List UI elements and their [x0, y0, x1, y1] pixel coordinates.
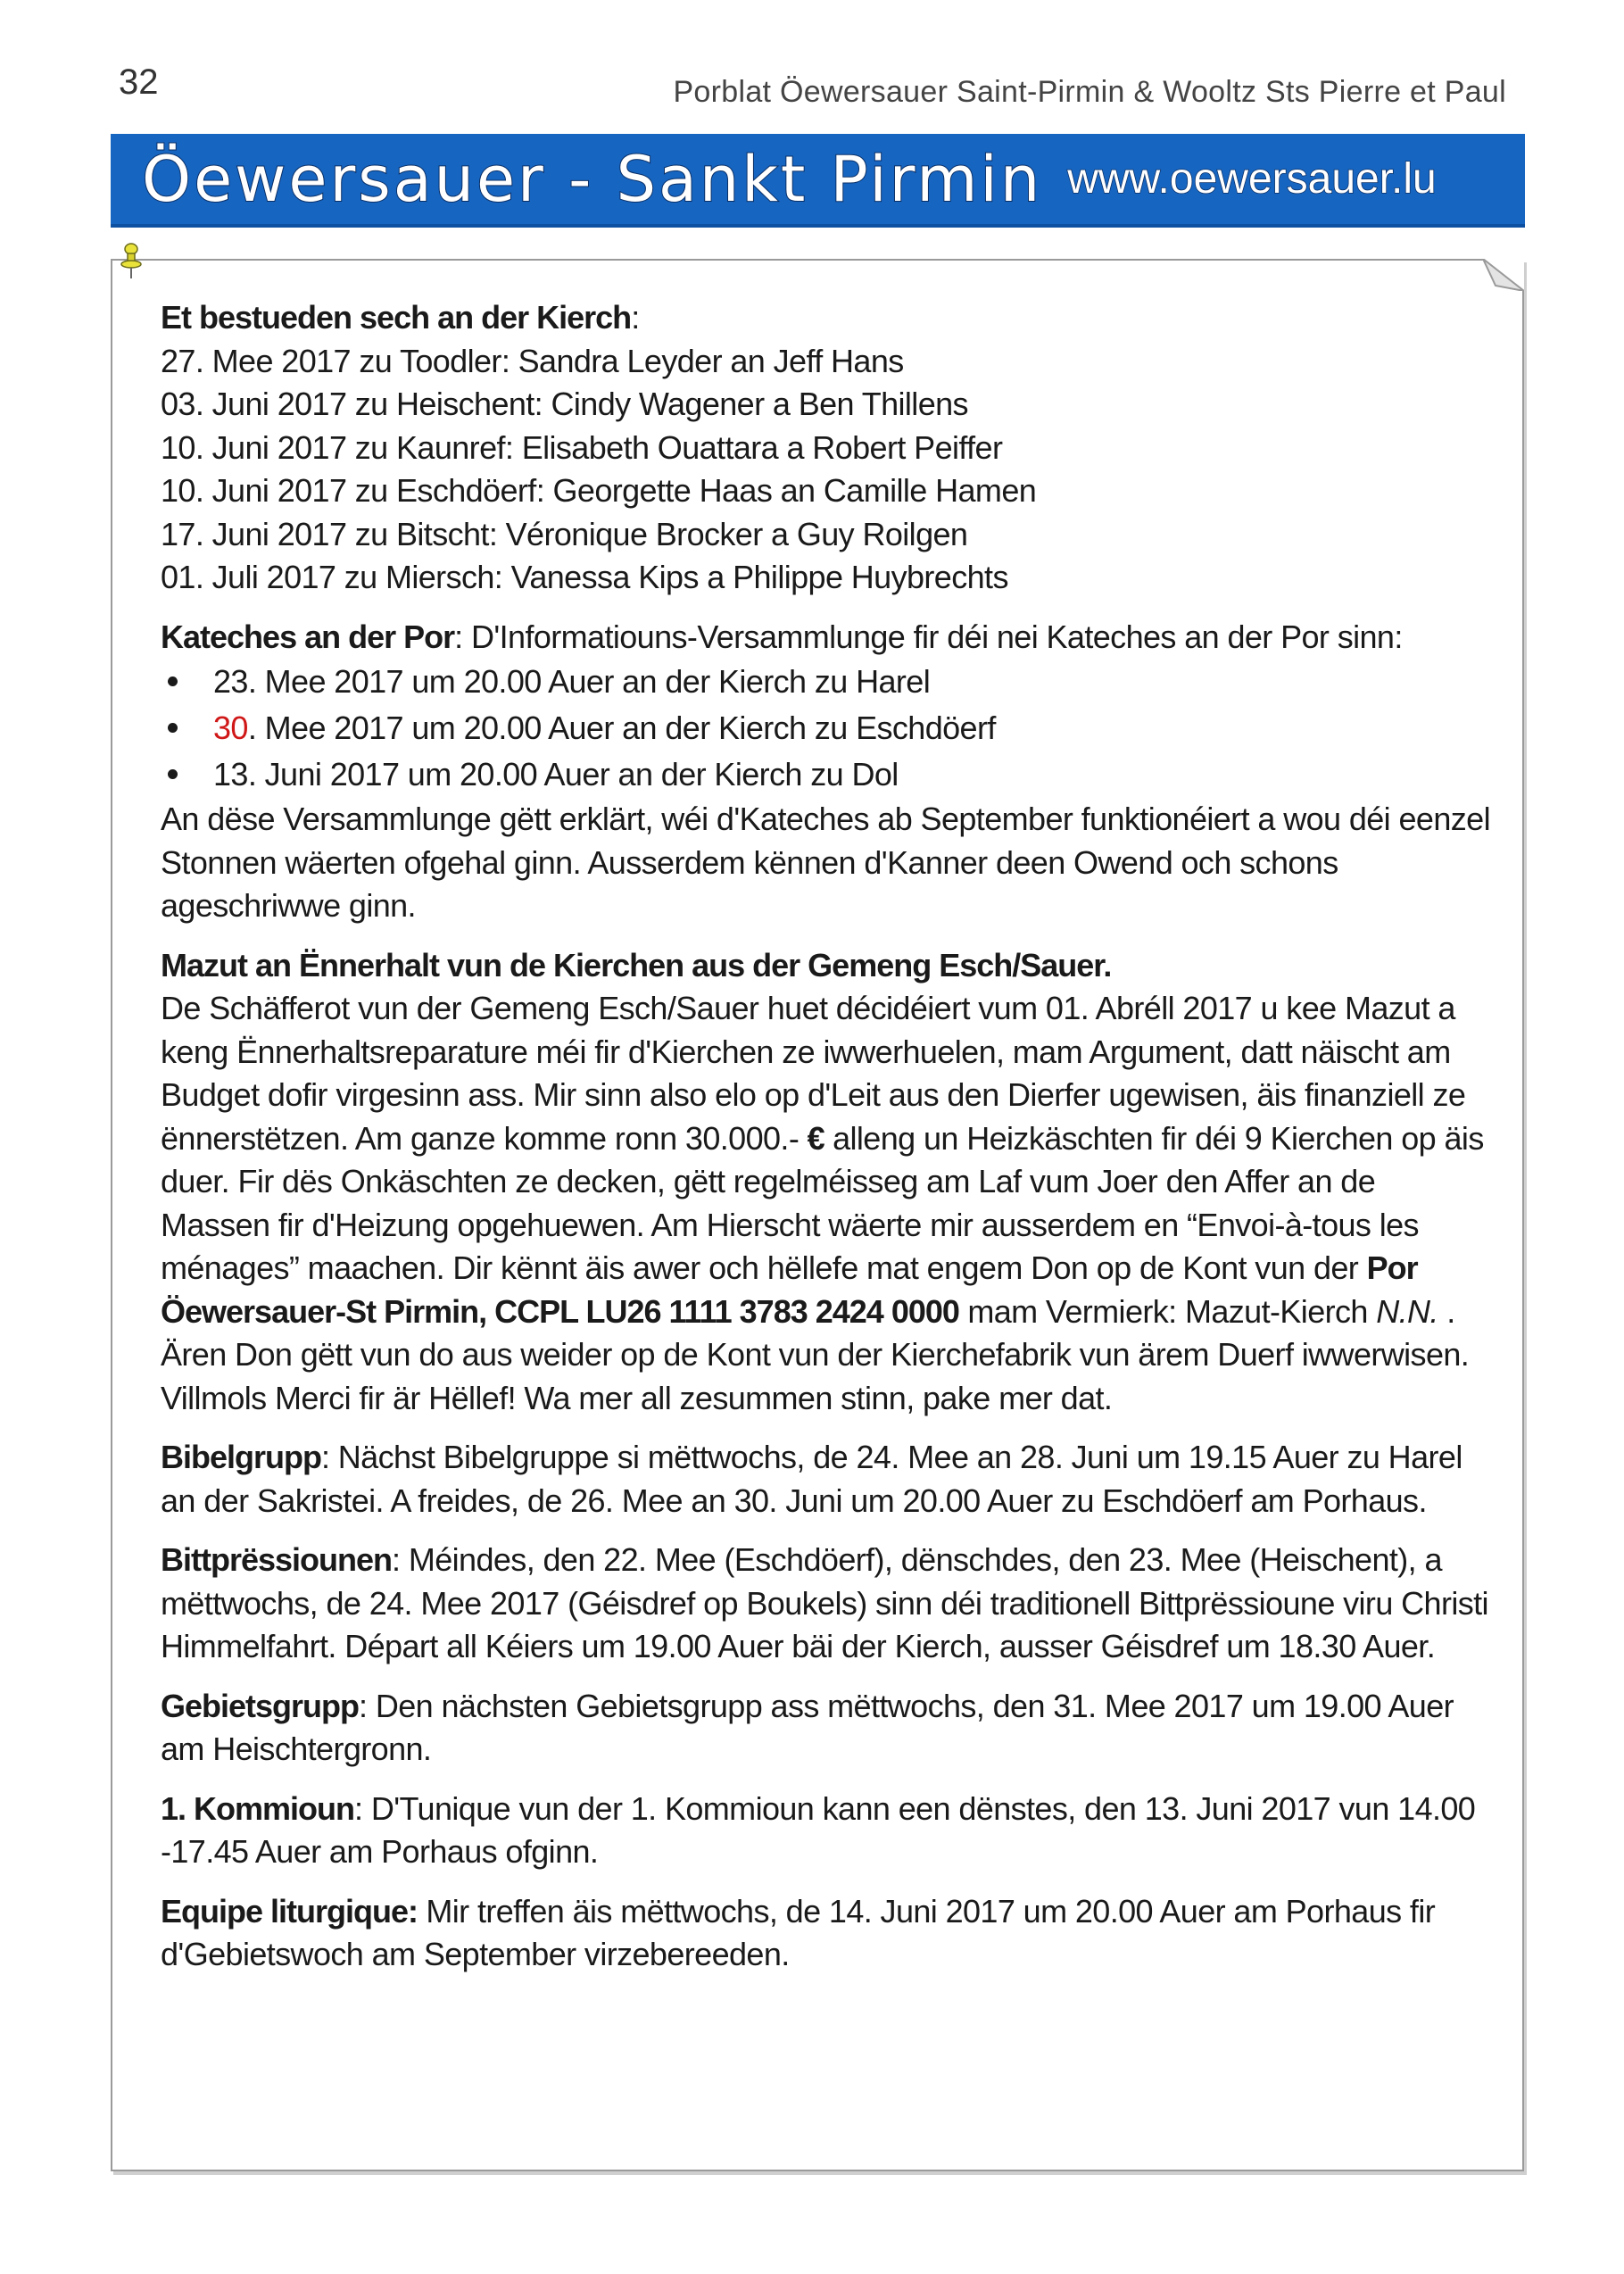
section-banner [111, 134, 1525, 228]
equipe-section [161, 1890, 1490, 1977]
notice-paper [111, 259, 1524, 2171]
notice-content [161, 296, 1490, 1977]
kateches-date-1: 23. Mee 2017 um 20.00 Auer an der Kierch zu Harel [213, 663, 931, 700]
bibelgrupp-section [161, 1436, 1490, 1523]
mazut-text-1: De Schäfferot vun der Gemeng Esch/Sauer huet décidéiert vum 01. Abréll 2017 u kee Mazut a keng Ënnerhaltsreparature méi fir d'Kierchen ze iwwerhuelen, mam Argument, datt näischt am Budget dofir virgesinn ass. Mir sinn also elo op d'Leit aus den Dierfer ugewisen, äis finanziell ze ënnerstëtzen. Am ganze komme ronn 30.000.- [161, 990, 1466, 1157]
mazut-text-2: alleng un Heizkäschten fir déi 9 Kierchen op äis duer. Fir dës Onkäschten ze decken, gëtt regelméisseg am Laf vum Joer den Affer an de Massen fir d'Heizung opgehuewen. Am Hierscht wäerte mir ausserdem en “Envoi-à-tous les ménages” maachen. Dir kënnt äis awer och hëllefe mat engem Don op de Kont vun der [161, 1119, 1484, 1286]
weddings-heading-line [161, 296, 1490, 340]
kommioun-body: : D'Tunique vun der 1. Kommioun kann een dënstes, den 13. Juni 2017 vun 14.00 -17.45 Auer am Porhaus ofginn. [161, 1789, 1476, 1870]
list-item [161, 751, 1490, 798]
kateches-section [161, 616, 1490, 928]
kateches-date-2: . Mee 2017 um 20.00 Auer an der Kierch zu Eschdöerf [247, 710, 996, 746]
page-corner-fold-icon [1483, 259, 1524, 291]
equipe-body: Mir treffen äis mëttwochs, de 14. Juni 2017 um 20.00 Auer am Porhaus fir d'Gebietswoch am September virzebereeden. [161, 1892, 1436, 1972]
mazut-text-3: mam Vermierk: Mazut-Kierch [958, 1292, 1377, 1330]
mazut-reference: N.N. [1376, 1292, 1438, 1330]
mazut-body [161, 987, 1490, 1420]
wedding-item: 27. Mee 2017 zu Toodler: Sandra Leyder an Jeff Hans [161, 342, 904, 379]
bittpressiounen-text [161, 1539, 1490, 1669]
bibelgrupp-text [161, 1436, 1490, 1523]
weddings-heading: Et bestueden sech an der Kierch [161, 299, 632, 336]
kommioun-section [161, 1788, 1490, 1874]
bullet-icon [168, 723, 178, 733]
equipe-heading: Equipe liturgique: [161, 1892, 418, 1930]
wedding-item: 03. Juni 2017 zu Heischent: Cindy Wagener a Ben Thillens [161, 386, 968, 422]
mazut-section [161, 944, 1490, 1421]
euro-sign: € [807, 1119, 824, 1157]
kateches-intro [161, 616, 1490, 660]
weddings-colon: : [631, 299, 640, 336]
page-number: 32 [119, 62, 159, 102]
kateches-highlight-day: 30 [213, 710, 248, 746]
bittpressiounen-body: : Méindes, den 22. Mee (Eschdöerf), dënschdes, den 23. Mee (Heischent), a mëttwochs, de 24. Mee 2017 (Géisdref op Boukels) sinn déi traditionell Bittprëssioune viru Christi Himmelfahrt. Départ all Kéiers um 19.00 Auer bäi der Kierch, ausser Géisdref um 18.30 Auer. [161, 1541, 1488, 1664]
wedding-item: 01. Juli 2017 zu Miersch: Vanessa Kips a Philippe Huybrechts [161, 559, 1008, 595]
gebietsgrupp-heading: Gebietsgrupp [161, 1687, 360, 1724]
kateches-body: An dëse Versammlunge gëtt erklärt, wéi d'Kateches ab September funktionéiert a wou déi eenzel Stonnen wäerten ofgehal ginn. Ausserdem kënnen d'Kanner deen Owend och schons ageschriwwe ginn. [161, 801, 1490, 924]
running-header: Porblat Öewersauer Saint-Pirmin & Wooltz Sts Pierre et Paul [673, 75, 1506, 109]
wedding-item: 10. Juni 2017 zu Eschdöerf: Georgette Haas an Camille Hamen [161, 472, 1037, 509]
equipe-text [161, 1890, 1490, 1977]
bibelgrupp-heading: Bibelgrupp [161, 1439, 321, 1475]
bullet-icon [168, 769, 178, 779]
bank-account: Por Öewersauer-St Pirmin, CCPL LU26 1111 3783 2424 0000 [161, 1249, 1418, 1330]
wedding-item: 10. Juni 2017 zu Kaunref: Elisabeth Ouattara a Robert Peiffer [161, 428, 1003, 466]
pin-icon [116, 241, 146, 280]
wedding-item: 17. Juni 2017 zu Bitscht: Véronique Brocker a Guy Roilgen [161, 515, 968, 552]
list-item [161, 705, 1490, 751]
mazut-heading: Mazut an Ënnerhalt vun de Kierchen aus der Gemeng Esch/Sauer. [161, 946, 1112, 983]
bibelgrupp-body: : Nächst Bibelgruppe si mëttwochs, de 24. Mee an 28. Juni um 19.15 Auer zu Harel an der Sakristei. A freides, de 26. Mee an 30. Juni um 20.00 Auer zu Eschdöerf am Porhaus. [161, 1439, 1462, 1519]
bittpressiounen-section [161, 1539, 1490, 1669]
kommioun-text [161, 1788, 1490, 1874]
weddings-section [161, 296, 1490, 600]
kommioun-heading: 1. Kommioun [161, 1789, 355, 1827]
banner-url: www.oewersauer.lu [1067, 155, 1437, 203]
bullet-icon [168, 676, 178, 686]
list-item [161, 659, 1490, 705]
gebietsgrupp-section [161, 1685, 1490, 1772]
kateches-heading: Kateches an der Por [161, 618, 455, 655]
gebietsgrupp-body: : Den nächsten Gebietsgrupp ass mëttwochs, den 31. Mee 2017 um 19.00 Auer am Heischtergronn. [161, 1687, 1454, 1767]
mazut-text-4: . Ären Don gëtt vun do aus weider op de Kont vun der Kierchefabrik vun ärem Duerf iwwerwisen. Villmols Merci fir är Hëllef! Wa mer all zesummen stinn, pake mer dat. [161, 1292, 1470, 1416]
kateches-date-3: 13. Juni 2017 um 20.00 Auer an der Kierch zu Dol [213, 756, 899, 793]
gebietsgrupp-text [161, 1685, 1490, 1772]
kateches-intro-text: : D'Informatiouns-Versammlunge fir déi nei Kateches an der Por sinn: [454, 618, 1403, 655]
banner-title: Öewersauer - Sankt Pirmin [142, 142, 1043, 216]
kateches-list [161, 659, 1490, 798]
bittpressiounen-heading: Bittprëssiounen [161, 1541, 393, 1578]
